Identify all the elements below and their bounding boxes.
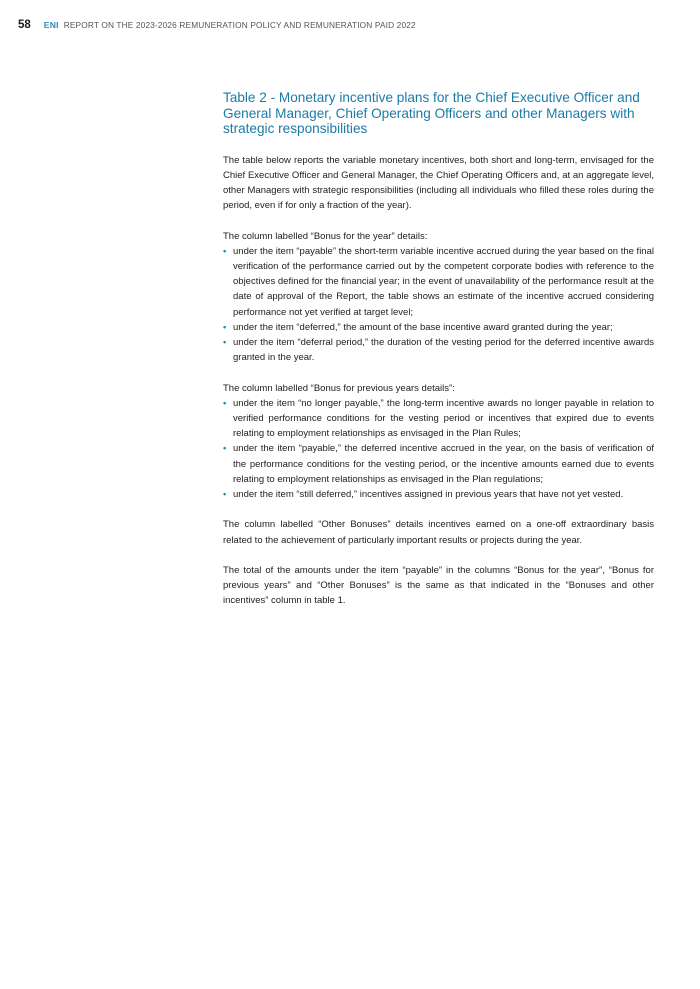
intro-paragraph: The table below reports the variable monetary incentives, both short and long-term, envisaged for the Chief Executive Officer and General Manager, the Chief Operating Officers and, at an aggregate level, other Managers with strategic responsibilities (including all individuals who filled these roles during the period, even if for only a fraction of the year). bbox=[223, 154, 654, 212]
list-item bbox=[223, 441, 654, 487]
bonus-year-lead: The column labelled “Bonus for the year” details: bbox=[223, 230, 428, 242]
list-item-text: under the item “deferred,” the amount of the base incentive award granted during the year; bbox=[233, 321, 613, 333]
bullet-icon: • bbox=[223, 245, 227, 257]
list-item bbox=[223, 487, 654, 502]
bonus-year-list bbox=[223, 244, 654, 366]
main-content bbox=[223, 90, 654, 624]
bullet-icon: • bbox=[223, 336, 227, 348]
running-title: REPORT ON THE 2023-2026 REMUNERATION POLICY AND REMUNERATION PAID 2022 bbox=[63, 20, 416, 30]
section-title: Table 2 - Monetary incentive plans for the Chief Executive Officer and General Manager, Chief Operating Officers and other Managers with strategic responsibilities bbox=[223, 90, 640, 136]
list-item-text: under the item “payable” the short-term variable incentive accrued during the year based on the final verification of the performance carried out by the competent corporate bodies with reference to the objectives defined for the financial year; in the event of unavailability of the performance result at the date of approval of the Report, the table shows an estimate of the incentive accrued considering performance not yet verified at target level; bbox=[233, 245, 654, 318]
page-number: 58 bbox=[18, 19, 31, 31]
list-item bbox=[223, 244, 654, 320]
bullet-icon: • bbox=[223, 488, 227, 500]
page-header bbox=[18, 19, 416, 33]
bullet-icon: • bbox=[223, 443, 227, 455]
bullet-icon: • bbox=[223, 321, 227, 333]
total-note-paragraph: The total of the amounts under the item “payable” in the columns “Bonus for the year”, “Bonus for previous years” and “Other Bonuses” is the same as that indicated in the “Bonuses and other incentives” column in table 1. bbox=[223, 564, 654, 607]
brand-name: ENI bbox=[43, 20, 59, 30]
bullet-icon: • bbox=[223, 397, 227, 409]
list-item bbox=[223, 320, 654, 335]
list-item bbox=[223, 335, 654, 365]
list-item-text: under the item “deferral period,” the duration of the vesting period for the deferred incentive awards granted in the year. bbox=[233, 336, 654, 364]
bonus-previous-list bbox=[223, 396, 654, 502]
list-item-text: under the item “no longer payable,” the long-term incentive awards no longer payable in relation to verified performance conditions for the vesting period or incentives that expired due to events relating to employment relationships as envisaged in the Plan Rules; bbox=[233, 397, 654, 440]
list-item-text: under the item “still deferred,” incentives assigned in previous years that have not yet vested. bbox=[233, 488, 624, 500]
list-item-text: under the item “payable,” the deferred incentive accrued in the year, on the basis of verification of the performance conditions for the vesting period, or the incentive amounts earned due to events relating to employment relationships as envisaged in the Plan regulations; bbox=[233, 443, 654, 485]
bonus-previous-lead: The column labelled “Bonus for previous years details”: bbox=[223, 382, 455, 394]
list-item bbox=[223, 396, 654, 442]
other-bonuses-paragraph: The column labelled “Other Bonuses” details incentives earned on a one-off extraordinary basis related to the achievement of particularly important results or projects during the year. bbox=[223, 519, 654, 546]
